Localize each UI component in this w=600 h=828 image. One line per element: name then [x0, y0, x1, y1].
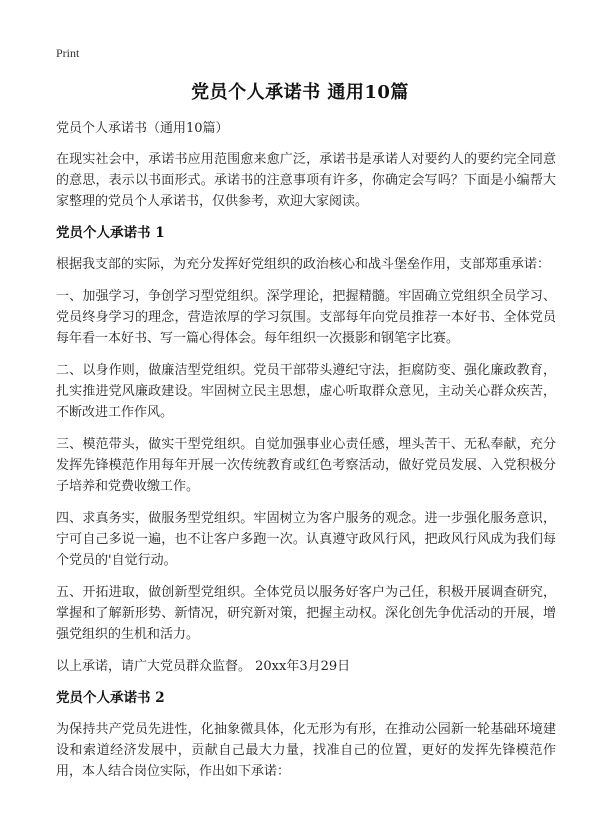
print-link[interactable]: Print [56, 46, 80, 60]
paragraph: 以上承诺，请广大党员群众监督。 20xx年3月29日 [56, 659, 351, 674]
paragraph: 五、开拓进取，做创新型党组织。全体党员以服务好客户为己任，积极开展调查研究，掌握和了解新形势、新情况，研究新对策，把握主动权。深化创先争优活动的开展，增强党组织的生机和活力。 [56, 585, 556, 642]
document-body [56, 118, 556, 793]
paragraph: 为保持共产党员先进性，化抽象微具体，化无形为有形，在推动公园新一轮基础环境建设和索道经济发展中，贡献自己最大力量，找准自己的位置，更好的发挥先锋模范作用，本人结合岗位实际，作出如下承诺： [56, 722, 556, 779]
paragraph: 二、以身作则，做廉洁型党组织。党员干部带头遵纪守法，拒腐防变、强化廉政教育，扎实推进党风廉政建设。牢固树立民主思想，虚心听取群众意见，主动关心群众疾苦，不断改进工作作风。 [56, 363, 556, 420]
paragraph: 一、加强学习，争创学习型党组织。深学理论，把握精髓。牢固确立党组织全员学习、党员终身学习的理念，营造浓厚的学习氛围。支部每年向党员推荐一本好书、全体党员每年看一本好书、写一篇心得体会。每年组织一次摄影和钢笔字比赛。 [56, 289, 556, 346]
paragraph: 根据我支部的实际，为充分发挥好党组织的政治核心和战斗堡垒作用，支部郑重承诺： [56, 257, 551, 272]
paragraph: 三、模范带头，做实干型党组织。自觉加强事业心责任感，埋头苦干、无私奉献，充分发挥先锋模范作用每年开展一次传统教育或红色考察活动，做好党员发展、入党积极分子培养和党费收缴工作。 [56, 437, 556, 494]
document-subtitle: 党员个人承诺书（通用10篇） [56, 121, 229, 136]
page-title: 党员个人承诺书 通用10篇 [191, 82, 409, 103]
section-heading: 党员个人承诺书 1 [56, 225, 165, 241]
section-heading: 党员个人承诺书 2 [56, 690, 165, 706]
paragraph: 四、求真务实，做服务型党组织。牢固树立为客户服务的观念。进一步强化服务意识，宁可自己多说一遍，也不让客户多跑一次。认真遵守政风行风，把政风行风成为我们每个党员的'自觉行动。 [56, 511, 556, 568]
intro-paragraph: 在现实社会中，承诺书应用范围愈来愈广泛，承诺书是承诺人对要约人的要约完全同意的意思，表示以书面形式。承诺书的注意事项有许多，你确定会写吗？下面是小编帮大家整理的党员个人承诺书，仅供参考，欢迎大家阅读。 [56, 152, 556, 209]
